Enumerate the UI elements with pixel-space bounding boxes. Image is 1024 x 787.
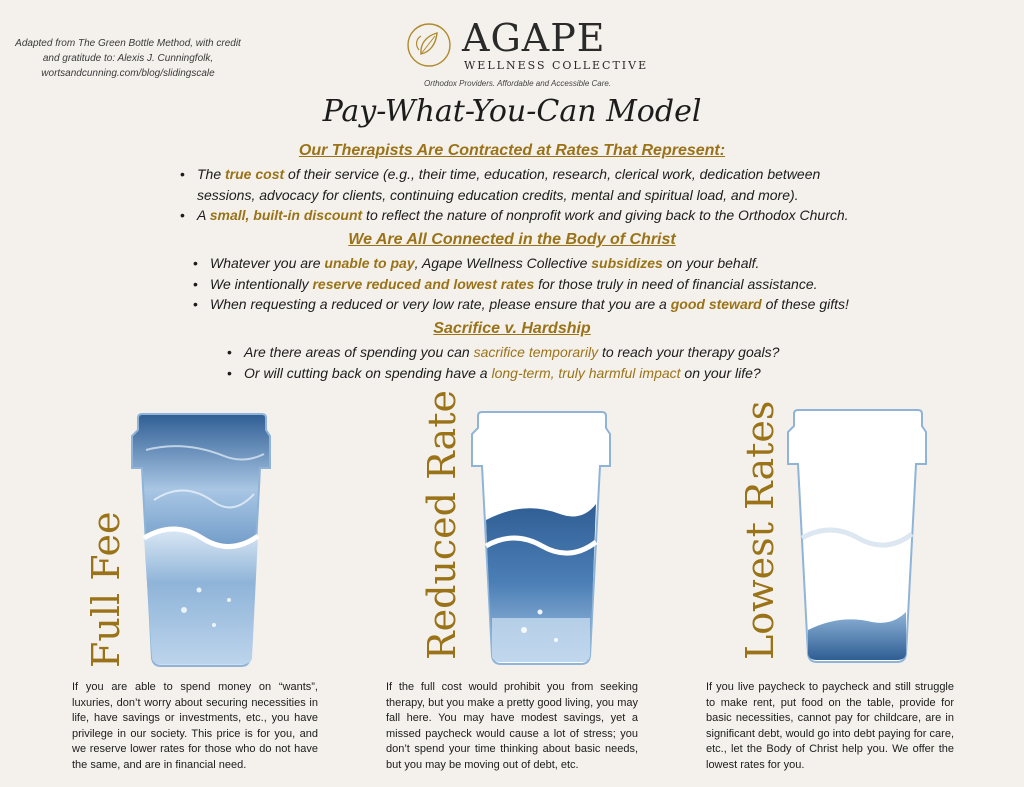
highlight-text: subsidizes	[591, 255, 663, 271]
logo-name: AGAPE	[462, 16, 606, 60]
section-heading-rates: Our Therapists Are Contracted at Rates That Represent:	[298, 142, 726, 159]
logo-subtitle: WELLNESS COLLECTIVE	[464, 59, 649, 72]
credit-note: Adapted from The Green Bottle Method, with credit and gratitude to: Alexis J. Cunningfolk, wortsandcunning.com/blog/slidingscale	[15, 38, 241, 79]
tier-description-lowest-rates: If you live paycheck to paycheck and still struggle to make rent, put food on the table, provide for basic necessities, cannot pay for childcare, are in significant debt, would go into debt paying for care, etc., let the Body of Christ help you. We offer the lowest rates for you.	[706, 681, 954, 771]
sacrifice-list	[227, 342, 847, 383]
section-heading-sacrifice: Sacrifice v. Hardship	[433, 320, 591, 337]
list-item: • Are there areas of spending you can sacrifice temporarily to reach your therapy goals?	[227, 342, 847, 363]
logo-tagline: Orthodox Providers. Affordable and Accessible Care.	[424, 79, 612, 88]
leaf-logo-icon	[404, 20, 454, 70]
reduced-rate-cup-graphic	[464, 408, 614, 668]
highlight-text: small, built-in discount	[209, 207, 363, 223]
full-fee-cup-graphic	[124, 410, 274, 670]
lowest-rates-cup-graphic	[780, 406, 930, 668]
highlight-text: true cost	[225, 166, 285, 182]
list-item: • A small, built-in discount to reflect the nature of nonprofit work and giving back to the Orthodox Church.	[180, 205, 870, 226]
highlight-text: good steward	[670, 296, 762, 312]
rates-list	[180, 164, 870, 226]
list-item: • Or will cutting back on spending have a long-term, truly harmful impact on your life?	[227, 363, 847, 384]
highlight-text: reserve reduced and lowest rates	[312, 275, 535, 292]
list-item: • When requesting a reduced or very low rate, please ensure that you are a good steward of these gifts!	[193, 294, 873, 315]
section-heading-body-of-christ: We Are All Connected in the Body of Christ	[348, 231, 676, 248]
tier-label-lowest-rates: Lowest Rates	[738, 400, 782, 660]
list-item: • The true cost of their service (e.g., their time, education, research, clerical work, dedication between sessions, advocacy for clients, continuing education credits, mental and spiritual load, and more).	[180, 164, 870, 205]
tier-label-reduced-rate: Reduced Rate	[420, 390, 464, 660]
tier-label-full-fee: Full Fee	[84, 511, 128, 668]
body-of-christ-list	[193, 253, 873, 315]
highlight-text: sacrifice temporarily	[473, 344, 599, 360]
list-item: • Whatever you are unable to pay, Agape Wellness Collective subsidizes on your behalf.	[193, 253, 873, 274]
tier-description-full-fee: If you are able to spend money on “wants”, luxuries, don’t worry about securing necessities in life, have savings or investments, etc., you have privilege in our society. This price is for you, and we reserve lower rates for those who do not have the same, and are in financial need.	[72, 681, 318, 771]
highlight-text: unable to pay	[324, 255, 415, 271]
tier-description-reduced-rate: If the full cost would prohibit you from seeking therapy, but you make a pretty good living, you may fall here. You may have modest savings, yet a missed paycheck would cause a lot of stress; you don’t spend your time thinking about basic needs, but you may be moving out of debt, etc.	[386, 681, 638, 771]
list-item: • We intentionally reserve reduced and lowest rates for those truly in need of financial assistance.	[193, 274, 873, 295]
highlight-text: long-term, truly harmful impact	[491, 364, 681, 381]
page-title: Pay-What-You-Can Model	[322, 94, 702, 129]
